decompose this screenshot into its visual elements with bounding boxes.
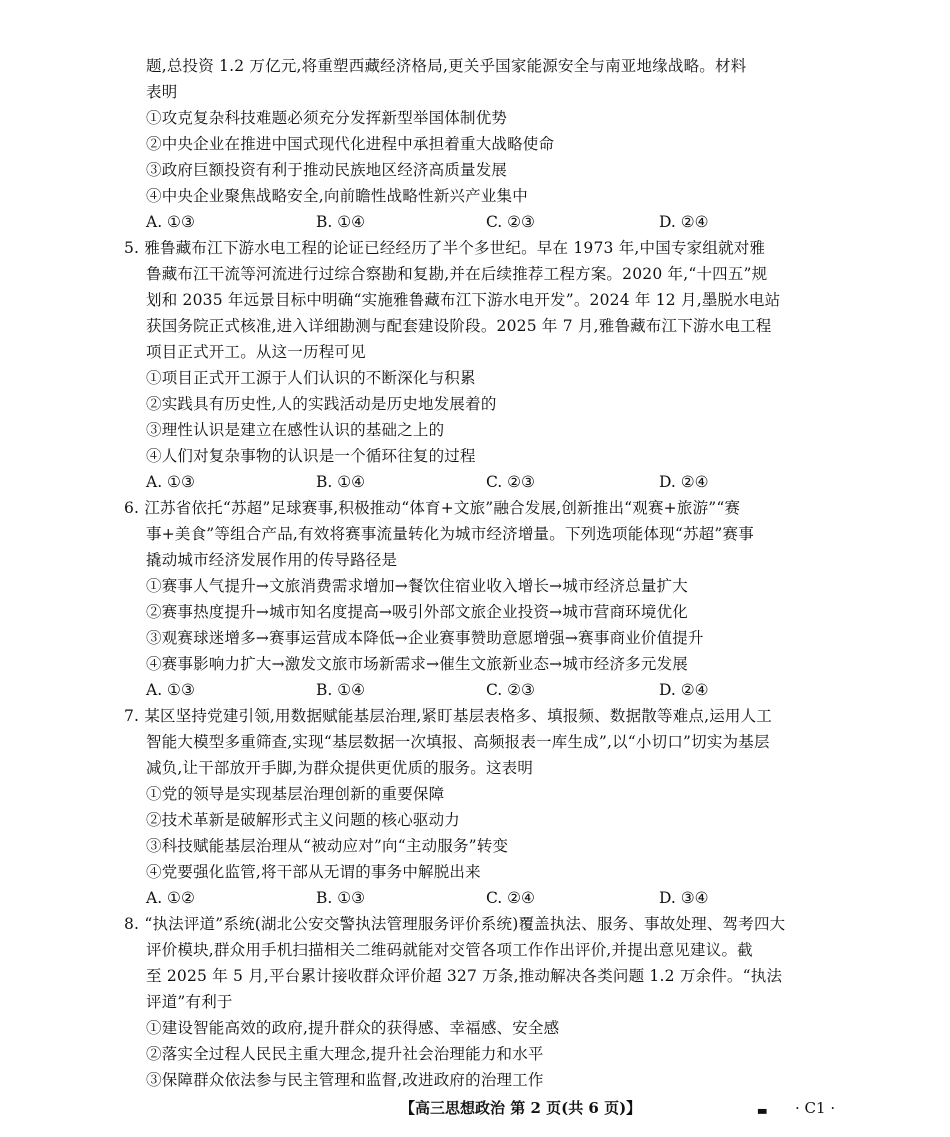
q4-statement-1: ①攻克复杂科技难题必须充分发挥新型举国体制优势 bbox=[146, 109, 508, 127]
q7-stem-line: 减负,让干部放开手脚,为群众提供更优质的服务。这表明 bbox=[146, 759, 534, 777]
q6-statement-3: ③观赛球迷增多→赛事运营成本降低→企业赛事赞助意愿增强→赛事商业价值提升 bbox=[146, 629, 704, 647]
q5-option-b[interactable]: B. ①④ bbox=[316, 473, 366, 491]
q4-stem-line: 表明 bbox=[146, 83, 178, 101]
q6-option-c[interactable]: C. ②③ bbox=[486, 681, 535, 699]
q5-statement-1: ①项目正式开工源于人们认识的不断深化与积累 bbox=[146, 369, 476, 387]
q5-stem-line: 5. 雅鲁藏布江下游水电工程的论证已经经历了半个多世纪。早在 1973 年,中国专家组就对雅 bbox=[124, 239, 766, 257]
footer-code: · C1 · bbox=[795, 1099, 836, 1117]
q7-option-c[interactable]: C. ②④ bbox=[486, 889, 535, 907]
q4-option-d[interactable]: D. ②④ bbox=[659, 213, 709, 231]
q5-option-a[interactable]: A. ①③ bbox=[146, 473, 195, 491]
q6-statement-2: ②赛事热度提升→城市知名度提高→吸引外部文旅企业投资→城市营商环境优化 bbox=[146, 603, 688, 621]
q6-stem-line: 事+美食”等组合产品,有效将赛事流量转化为城市经济增量。下列选项能体现“苏超”赛事 bbox=[146, 525, 754, 543]
q8-statement-2: ②落实全过程人民民主重大理念,提升社会治理能力和水平 bbox=[146, 1045, 544, 1063]
q6-stem-line: 6. 江苏省依托“苏超”足球赛事,积极推动“体育+文旅”融合发展,创新推出“观赛+旅游”“赛 bbox=[124, 499, 741, 517]
q5-statement-4: ④人们对复杂事物的认识是一个循环往复的过程 bbox=[146, 447, 476, 465]
q5-statement-3: ③理性认识是建立在感性认识的基础之上的 bbox=[146, 421, 445, 439]
q7-statement-4: ④党要强化监管,将干部从无谓的事务中解脱出来 bbox=[146, 863, 481, 881]
q6-option-b[interactable]: B. ①④ bbox=[316, 681, 366, 699]
footer-title: 【高三思想政治 第 2 页(共 6 页)】 bbox=[400, 1099, 642, 1117]
q7-statement-2: ②技术革新是破解形式主义问题的核心驱动力 bbox=[146, 811, 461, 829]
q8-statement-1: ①建设智能高效的政府,提升群众的获得感、幸福感、安全感 bbox=[146, 1019, 560, 1037]
q5-stem-line: 项目正式开工。从这一历程可见 bbox=[146, 343, 366, 361]
q8-stem-line: 评价模块,群众用手机扫描相关二维码就能对交管各项工作作出评价,并提出意见建议。截 bbox=[146, 941, 753, 959]
q4-statement-2: ②中央企业在推进中国式现代化进程中承担着重大战略使命 bbox=[146, 135, 555, 153]
q6-statement-1: ①赛事人气提升→文旅消费需求增加→餐饮住宿业收入增长→城市经济总量扩大 bbox=[146, 577, 688, 595]
footer-mark: ▃ bbox=[758, 1101, 767, 1114]
q7-statement-3: ③科技赋能基层治理从“被动应对”向“主动服务”转变 bbox=[146, 837, 509, 855]
q4-statement-3: ③政府巨额投资有利于推动民族地区经济高质量发展 bbox=[146, 161, 508, 179]
q7-stem-line: 7. 某区坚持党建引领,用数据赋能基层治理,紧盯基层表格多、填报频、数据散等难点,运用人工 bbox=[124, 707, 772, 725]
q5-stem-line: 鲁藏布江干流等河流进行过综合察勘和复勘,并在后续推荐工程方案。2020 年,“十四五”规 bbox=[146, 265, 768, 283]
q6-option-a[interactable]: A. ①③ bbox=[146, 681, 195, 699]
q4-stem-line: 题,总投资 1.2 万亿元,将重塑西藏经济格局,更关乎国家能源安全与南亚地缘战略。材料 bbox=[146, 57, 747, 75]
q4-option-b[interactable]: B. ①④ bbox=[316, 213, 366, 231]
q4-option-c[interactable]: C. ②③ bbox=[486, 213, 535, 231]
q8-stem-line: 评道”有利于 bbox=[146, 993, 233, 1011]
q5-statement-2: ②实践具有历史性,人的实践活动是历史地发展着的 bbox=[146, 395, 497, 413]
q7-option-d[interactable]: D. ③④ bbox=[659, 889, 709, 907]
q5-stem-line: 获国务院正式核准,进入详细勘测与配套建设阶段。2025 年 7 月,雅鲁藏布江下游水电工程 bbox=[146, 317, 772, 335]
q5-option-d[interactable]: D. ②④ bbox=[659, 473, 709, 491]
q5-stem-line: 划和 2035 年远景目标中明确“实施雅鲁藏布江下游水电开发”。2024 年 12 月,墨脱水电站 bbox=[146, 291, 781, 309]
q7-option-a[interactable]: A. ①② bbox=[146, 889, 195, 907]
q6-option-d[interactable]: D. ②④ bbox=[659, 681, 709, 699]
q4-statement-4: ④中央企业聚焦战略安全,向前瞻性战略性新兴产业集中 bbox=[146, 187, 528, 205]
q7-stem-line: 智能大模型多重筛查,实现“基层数据一次填报、高频报表一库生成”,以“小切口”切实为基层 bbox=[146, 733, 770, 751]
q7-statement-1: ①党的领导是实现基层治理创新的重要保障 bbox=[146, 785, 445, 803]
q8-statement-3: ③保障群众依法参与民主管理和监督,改进政府的治理工作 bbox=[146, 1071, 544, 1089]
q6-stem-line: 撬动城市经济发展作用的传导路径是 bbox=[146, 551, 398, 569]
q8-stem-line: 至 2025 年 5 月,平台累计接收群众评价超 327 万条,推动解决各类问题 1.2 万余件。“执法 bbox=[146, 967, 783, 985]
q5-option-c[interactable]: C. ②③ bbox=[486, 473, 535, 491]
q6-statement-4: ④赛事影响力扩大→激发文旅市场新需求→催生文旅新业态→城市经济多元发展 bbox=[146, 655, 688, 673]
q7-option-b[interactable]: B. ①③ bbox=[316, 889, 366, 907]
q4-option-a[interactable]: A. ①③ bbox=[146, 213, 195, 231]
page-footer bbox=[0, 1096, 950, 1120]
q8-stem-line: 8. “执法评道”系统(湖北公安交警执法管理服务评价系统)覆盖执法、服务、事故处理、驾考四大 bbox=[124, 915, 786, 933]
